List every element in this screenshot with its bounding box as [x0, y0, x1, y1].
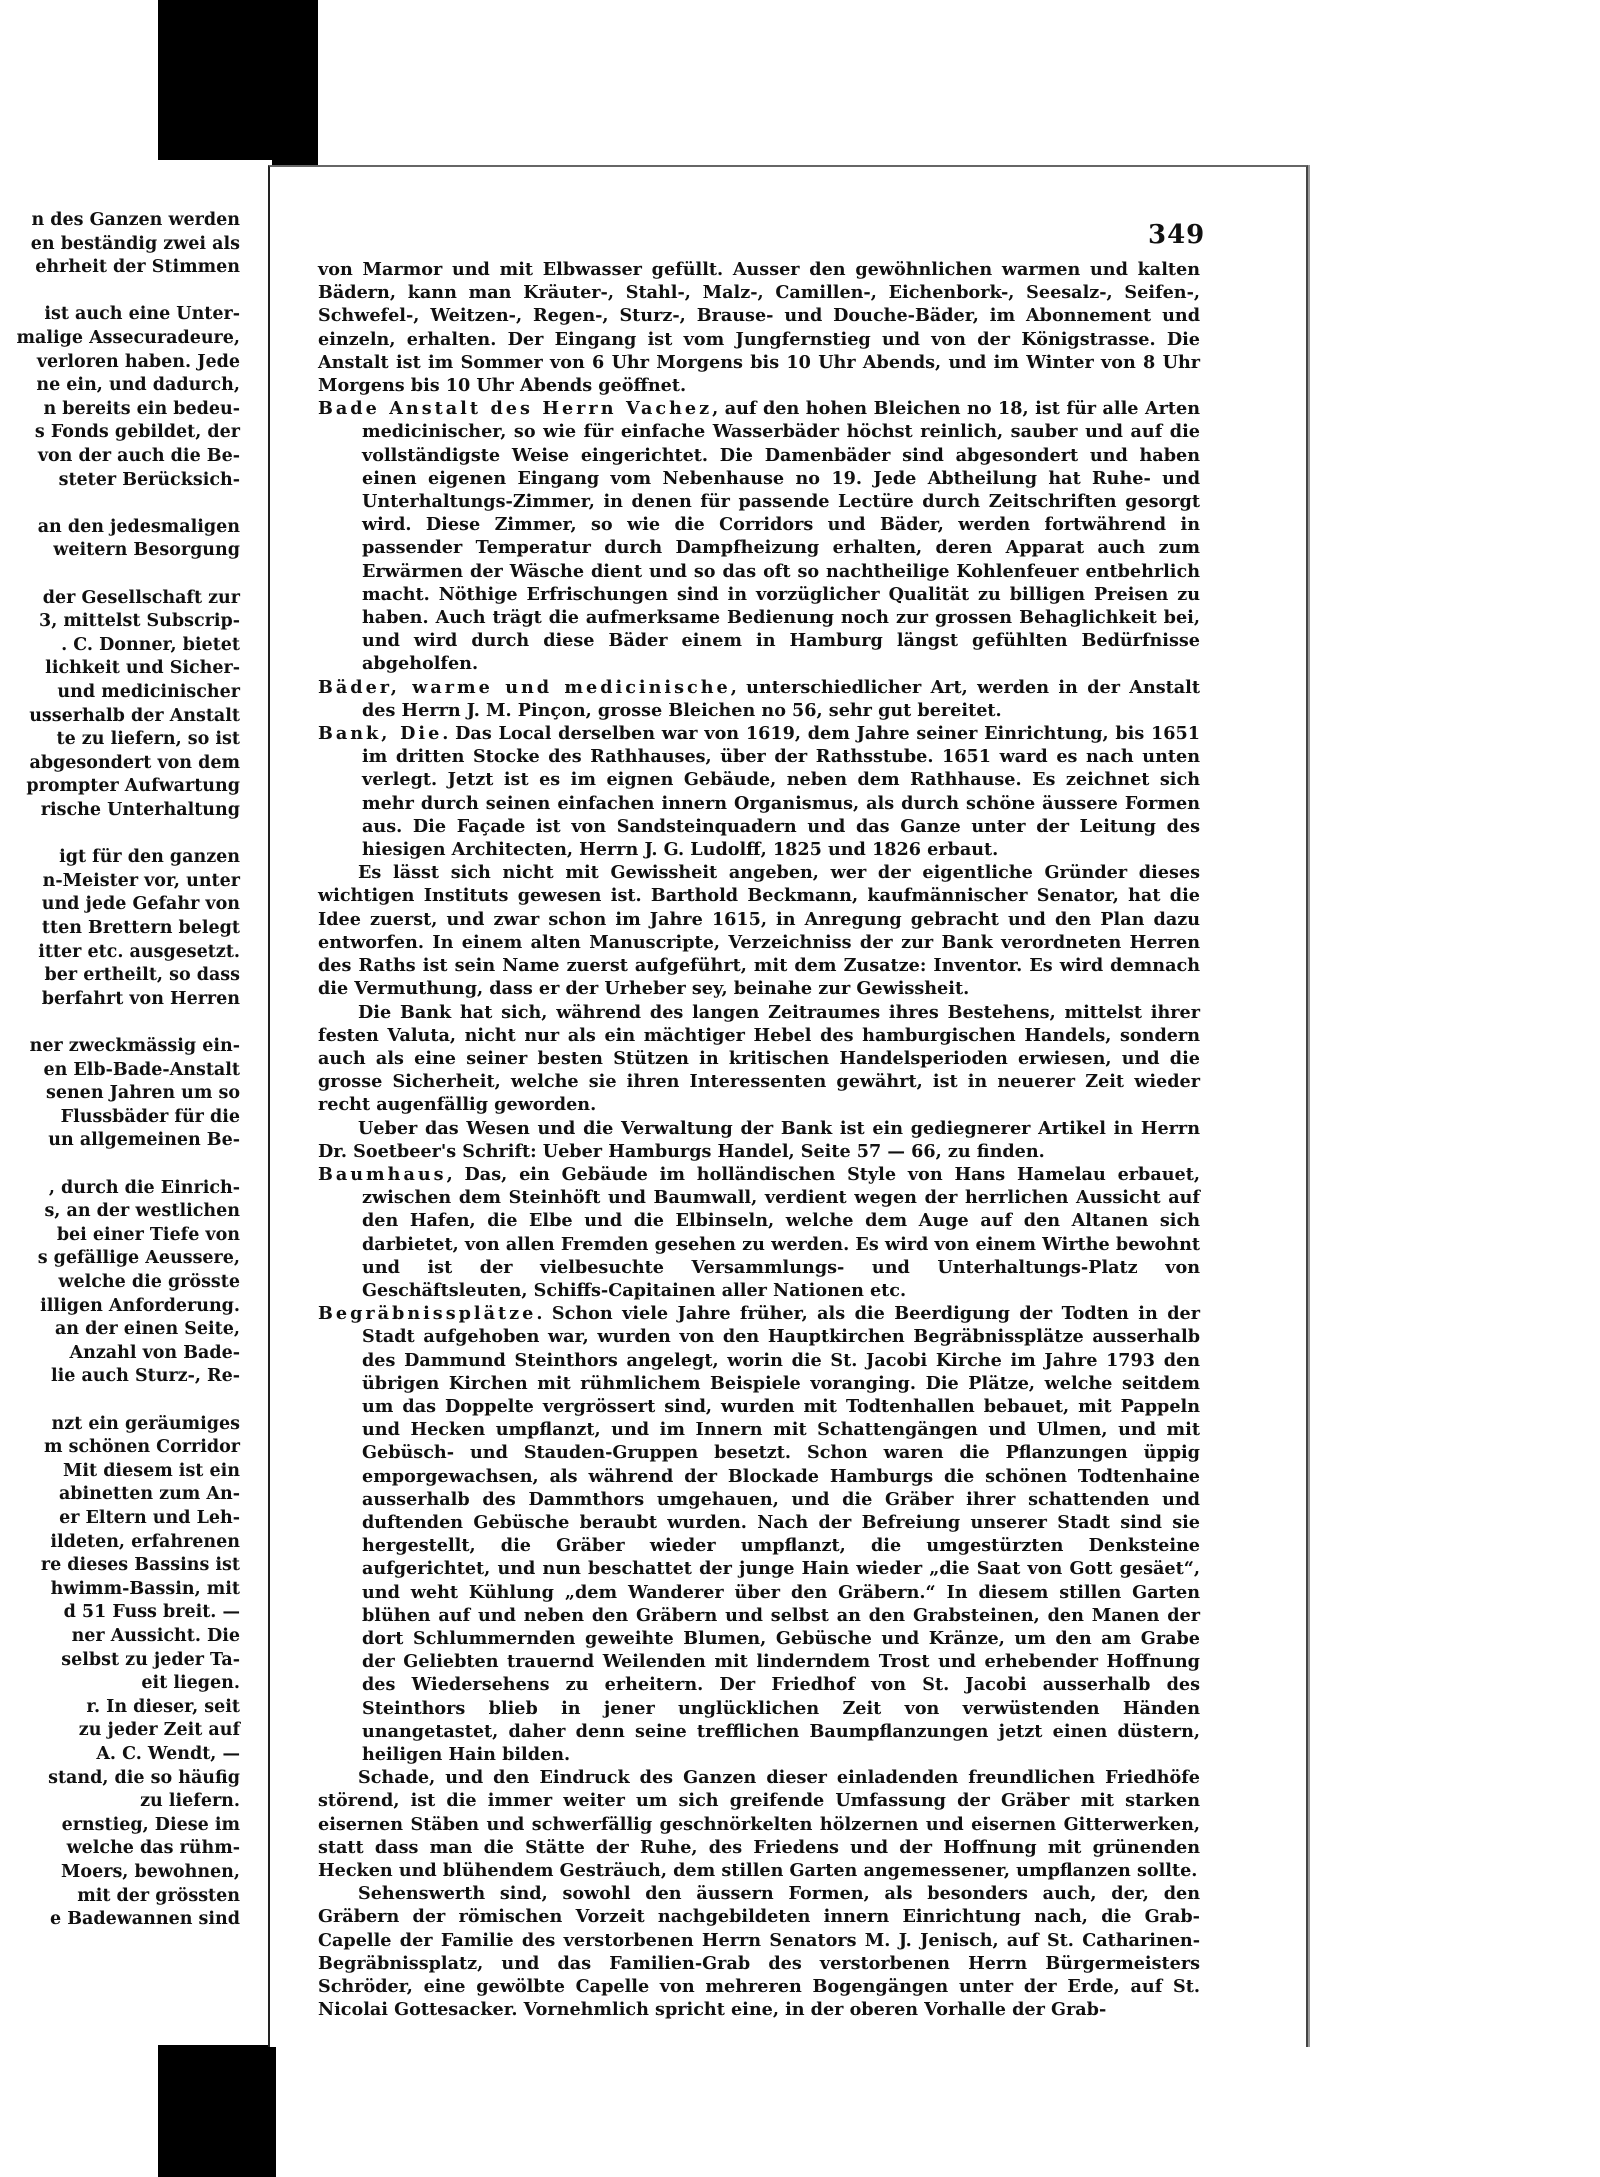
lexicon-entry — [318, 722, 1200, 861]
lexicon-entry — [318, 676, 1200, 722]
entry-text: Ueber das Wesen und die Verwaltung der Bank ist ein gediegnerer Artikel in Herrn Dr. Soetbeer's Schrift: Ueber Hamburgs Handel, Seite 57 — 66, zu finden. — [318, 1117, 1200, 1162]
left-page-line: er Eltern und Leh- — [59, 1508, 240, 1528]
left-page-line: selbst zu jeder Ta- — [61, 1649, 240, 1670]
left-page-line: senen Jahren um so — [45, 1083, 240, 1104]
left-page-line: tten Brettern belegt — [41, 918, 240, 938]
entry-text: Schade, und den Eindruck des Ganzen dieser einladenden freundlichen Friedhöfe störend, ist die immer weiter um sich greifende Umfassung der Gräber mit starken eisernen Stäben und schwerfällig geschnörkelten hölzernen und eisernen Gitterwerken, statt dass man die Stätte der Ruhe, des Friedens und der Hoffnung mit grünenden Hecken und blühendem Gesträuch, dem stillen Garten angemessener, umpflanzen sollte. — [318, 1767, 1200, 1882]
left-page-line: und medicinischer — [57, 682, 240, 702]
left-page-line: ne ein, und dadurch, — [36, 375, 240, 396]
left-page-line: rische Unterhaltung — [40, 800, 240, 820]
left-page-line: an den jedesmaligen — [37, 516, 240, 537]
entry-text: Sehenswerth sind, sowohl den äussern Formen, als besonders auch, der, den Gräbern der römischen Vorzeit nachgebildeten innern Einrichtung nach, die Grab-Capelle der Familie des verstorbenen Herrn Senators M. J. Jenisch, auf St. Catharinen-Begräbnissplatz, und das Familien-Grab des verstorbenen Herrn Bürgermeisters Schröder, eine gewölbte Capelle von mehreren Bogengängen unter der Erde, auf St. Nicolai Gottesacker. Vornehmlich spricht eine, in der oberen Vorhalle der Grab- — [318, 1883, 1200, 2021]
left-page-line: welche das rühm- — [66, 1838, 240, 1859]
left-page-line: an der einen Seite, — [54, 1319, 240, 1340]
left-page-line: zu jeder Zeit auf — [78, 1720, 240, 1741]
left-page-line: berfahrt von Herren — [41, 988, 240, 1009]
left-page-line: illigen Anforderung. — [40, 1295, 240, 1316]
left-page-line: ist auch eine Unter- — [44, 304, 240, 325]
left-page-line: lichkeit und Sicher- — [45, 658, 240, 679]
left-page-line: nzt ein geräumiges — [51, 1413, 240, 1434]
paragraph — [318, 1882, 1200, 2021]
paragraph — [318, 1001, 1200, 1117]
left-page-line: ildeten, erfahrenen — [50, 1531, 240, 1552]
left-page-line: verloren haben. Jede — [36, 351, 240, 372]
left-page-line: itter etc. ausgesetzt. — [38, 941, 240, 962]
left-page-line: n des Ganzen werden — [31, 210, 240, 230]
left-page-line: abgesondert von dem — [29, 752, 240, 773]
left-page-line: der Gesellschaft zur — [42, 587, 240, 608]
lexicon-entry — [318, 397, 1200, 675]
left-page-line: eit liegen. — [141, 1673, 240, 1694]
entry-text: von Marmor und mit Elbwasser gefüllt. Ausser den gewöhnlichen warmen und kalten Bädern, kann man Kräuter-, Stahl-, Malz-, Camillen-, Eichenbork-, Seesalz-, Seifen-, Schwefel-, Weitzen-, Regen-, Sturz-, Brause- und Douche-Bäder, im Abonnement und einzeln, erhalten. Der Eingang ist vom Jungfernstieg und von der Königstrasse. Die Anstalt ist im Sommer von 6 Uhr Morgens bis 10 Uhr Abends, und im Winter von 8 Uhr Morgens bis 10 Uhr Abends geöffnet. — [318, 259, 1200, 397]
left-page-line: n-Meister vor, unter — [42, 870, 240, 891]
left-page-line: r. In dieser, seit — [86, 1696, 240, 1717]
lexicon-entry — [318, 1302, 1200, 1766]
left-page-line: stand, die so häufig — [48, 1767, 240, 1788]
left-page-line: A. C. Wendt, — — [96, 1744, 240, 1764]
page-text — [318, 258, 1200, 2021]
page-number: 349 — [1148, 220, 1206, 250]
entry-headword: Bäder, warme und medicinische — [318, 676, 731, 698]
left-page-line: ernstieg, Diese im — [61, 1814, 240, 1835]
entry-text: Die Bank hat sich, während des langen Zeitraumes ihres Bestehens, mittelst ihrer festen Valuta, nicht nur als ein mächtiger Hebel des hamburgischen Handels, sondern auch als eine seiner besten Stützen in kritischen Handelsperioden erwiesen, und die grosse Sicherheit, welche sie ihren Interessenten gewährt, ist in neuerer Zeit wieder recht augenfällig geworden. — [318, 1001, 1200, 1116]
left-page-line: un allgemeinen Be- — [48, 1130, 240, 1151]
left-page-line: Moers, bewohnen, — [61, 1862, 240, 1882]
left-page-line: e Badewannen sind — [50, 1909, 240, 1930]
entry-text: , Das, ein Gebäude im holländischen Style von Hans Hamelau erbauet, zwischen dem Steinhöft und Baumwall, verdient wegen der herrlichen Aussicht auf den Hafen, die Elbe und die Elbinseln, welche dem Auge auf den Altanen sich darbietet, von allen Fremden gesehen zu werden. Es wird von einem Wirthe bewohnt und ist der vielbesuchte Versammlungs- und Unterhaltungs-Platz von Geschäftsleuten, Schiffs-Capitainen aller Nationen etc. — [362, 1163, 1200, 1301]
paragraph — [318, 1766, 1200, 1882]
left-page-line: m schönen Corridor — [43, 1437, 240, 1458]
left-page-line: en Elb-Bade-Anstalt — [43, 1059, 240, 1080]
left-page-line: von der auch die Be- — [37, 446, 240, 466]
left-page-line: igt für den ganzen — [59, 847, 240, 868]
left-page-line: s Fonds gebildet, der — [34, 422, 240, 443]
left-page-line: s gefällige Aeussere, — [37, 1248, 240, 1269]
left-page-line: weitern Besorgung — [53, 540, 240, 561]
entry-text: Es lässt sich nicht mit Gewissheit angeben, wer der eigentliche Gründer dieses wichtigen Instituts gewesen ist. Barthold Beckmann, kaufmännischer Senator, hat die Idee zuerst, und zwar schon im Jahre 1615, in Anregung gebracht und den Plan dazu entworfen. In einem alten Manuscripte, Verzeichniss der zur Bank verordneten Herren des Raths ist sein Name zuerst aufgeführt, mit dem Zusatze: Inventor. Es wird demnach die Vermuthung, dass er der Urheber sey, beinahe zur Gewissheit. — [318, 862, 1200, 1000]
left-page-line: n bereits ein bedeu- — [43, 398, 240, 419]
left-page-line: te zu liefern, so ist — [56, 729, 240, 750]
left-page-line: ner zweckmässig ein- — [29, 1036, 240, 1056]
left-page-line: mit der grössten — [77, 1885, 240, 1906]
entry-text: , unterschiedlicher Art, werden in der Anstalt des Herrn J. M. Pinçon, grosse Bleichen no 56, sehr gut bereitet. — [362, 676, 1200, 721]
entry-headword: Bade Anstalt des Herrn Vachez — [318, 398, 713, 420]
left-page-line: 3, mittelst Subscrip- — [39, 611, 240, 632]
left-page-line: ber ertheilt, so dass — [44, 965, 240, 986]
left-page-line: und jede Gefahr von — [41, 894, 240, 915]
entry-headword: Begräbnissplätze — [318, 1303, 537, 1325]
left-page-line: d 51 Fuss breit. — — [63, 1602, 240, 1623]
left-page-line: usserhalb der Anstalt — [29, 705, 240, 726]
paragraph — [318, 258, 1200, 397]
left-page-line: ner Aussicht. Die — [71, 1626, 240, 1646]
left-page-line: lie auch Sturz-, Re- — [50, 1366, 240, 1387]
paragraph — [318, 1117, 1200, 1163]
left-page-line: Flussbäder für die — [60, 1106, 240, 1127]
entry-text: . Das Local derselben war von 1619, dem Jahre seiner Einrichtung, bis 1651 im dritten Stocke des Rathhauses, über der Rathsstube. 1651 ward es nach unten verlegt. Jetzt ist es im eignen Gebäude, neben dem Rathhause. Es zeichnet sich mehr durch seinen einfachen innern Organismus, als durch schöne äussere Formen aus. Die Façade ist von Sandsteinquadern und das Ganze unter der Leitung des hiesigen Architecten, Herrn J. G. Ludolff, 1825 und 1826 erbaut. — [362, 723, 1200, 861]
entry-headword: Bank, Die — [318, 723, 443, 745]
entry-text: . Schon viele Jahre früher, als die Beerdigung der Todten in der Stadt aufgehoben war, wurden von den Hauptkirchen Begräbnissplätze ausserhalb des Dammund Steinthors angelegt, worin die St. Jacobi Kirche im Jahre 1793 den übrigen Kirchen mit rühmlichem Beispiele voranging. Die Plätze, welche seitdem um das Doppelte vergrössert sind, wurden mit Todtenhallen bebauet, mit Pappeln und Hecken umpflanzt, und im Innern mit Schattengängen und Ulmen, und mit Gebüsch- und Stauden-Gruppen besetzt. Schon waren die Pflanzungen üppig emporgewachsen, als während der Blockade Hamburgs die schönen Todtenhaine ausserhalb des Dammthors umgehauen, und die Gräber ihrer schattenden und duftenden Gebüsche beraubt wurden. Nach der Befreiung unserer Stadt sind sie hergestellt, die Gräber wieder umpflanzt, die umgestürzten Denksteine aufgerichtet, und nun beschattet der junge Hain wieder „die Saat von Gott gesäet“, und weht Kühlung „dem Wanderer über den Gräbern.“ In diesem stillen Garten blühen auf und neben den Gräbern und selbst an den Grabsteinen, den Manen der dort Schlummernden geweihte Blumen, Gebüsche und Kränze, um den am Grabe der Geliebten trauernd Weilenden mit linderndem Trost und erhebender Hoffnung des Wiedersehens zu erheitern. Der Friedhof von St. Jacobi ausserhalb des Steinthors blieb in jener unglücklichen Zeit von verwüstenden Händen unangetastet, daher denn seine trefflichen Baumpflanzungen jetzt einen düstern, heiligen Hain bilden. — [362, 1303, 1200, 1765]
left-page-line: Anzahl von Bade- — [69, 1342, 240, 1363]
left-page-line: en beständig zwei als — [30, 233, 240, 254]
left-page-line: steter Berücksich- — [58, 469, 240, 490]
left-page — [0, 160, 260, 2045]
left-page-line: abinetten zum An- — [58, 1484, 240, 1505]
left-page-line: Mit diesem ist ein — [63, 1460, 240, 1481]
entry-text: , auf den hohen Bleichen no 18, ist für alle Arten medicinischer, so wie für einfache Wasserbäder höchst reinlich, sauber und auf die vollständigste Weise eingerichtet. Die Damenbäder sind abgesondert und haben einen eigenen Eingang vom Nebenhause no 19. Jede Abtheilung hat Ruhe- und Unterhaltungs-Zimmer, in denen für passende Lectüre durch Zeitschriften gesorgt wird. Diese Zimmer, so wie die Corridors und Bäder, werden fortwährend in passender Temperatur durch Dampfheizung erhalten, deren Apparat auch zum Erwärmen der Wäsche dient und so das oft so nachtheilige Kohlenfeuer entbehrlich macht. Nöthige Erfrischungen sind in vorzüglicher Qualität zu billigen Preisen zu haben. Auch trägt die aufmerksame Bedienung noch zur grossen Behaglichkeit bei, und wird durch diese Bäder einem in Hamburg längst gefühlten Bedürfnisse abgeholfen. — [362, 398, 1200, 675]
left-page-line: hwimm-Bassin, mit — [50, 1578, 240, 1599]
lexicon-entry — [318, 1163, 1200, 1302]
left-page-line: . C. Donner, bietet — [61, 634, 240, 655]
left-page-line: re dieses Bassins ist — [40, 1555, 240, 1576]
left-page-line: prompter Aufwartung — [26, 776, 240, 797]
left-page-line: ehrheit der Stimmen — [35, 257, 240, 278]
left-page-line: bei einer Tiefe von — [56, 1224, 240, 1245]
left-page-line: malige Assecuradeure, — [16, 328, 240, 348]
entry-headword: Baumhaus — [318, 1163, 447, 1185]
left-page-line: zu liefern. — [140, 1791, 240, 1812]
left-page-line: s, an der westlichen — [44, 1201, 240, 1222]
paragraph — [318, 861, 1200, 1000]
left-page-line: , durch die Einrich- — [48, 1177, 240, 1198]
left-page-line: welche die grösste — [58, 1272, 240, 1292]
